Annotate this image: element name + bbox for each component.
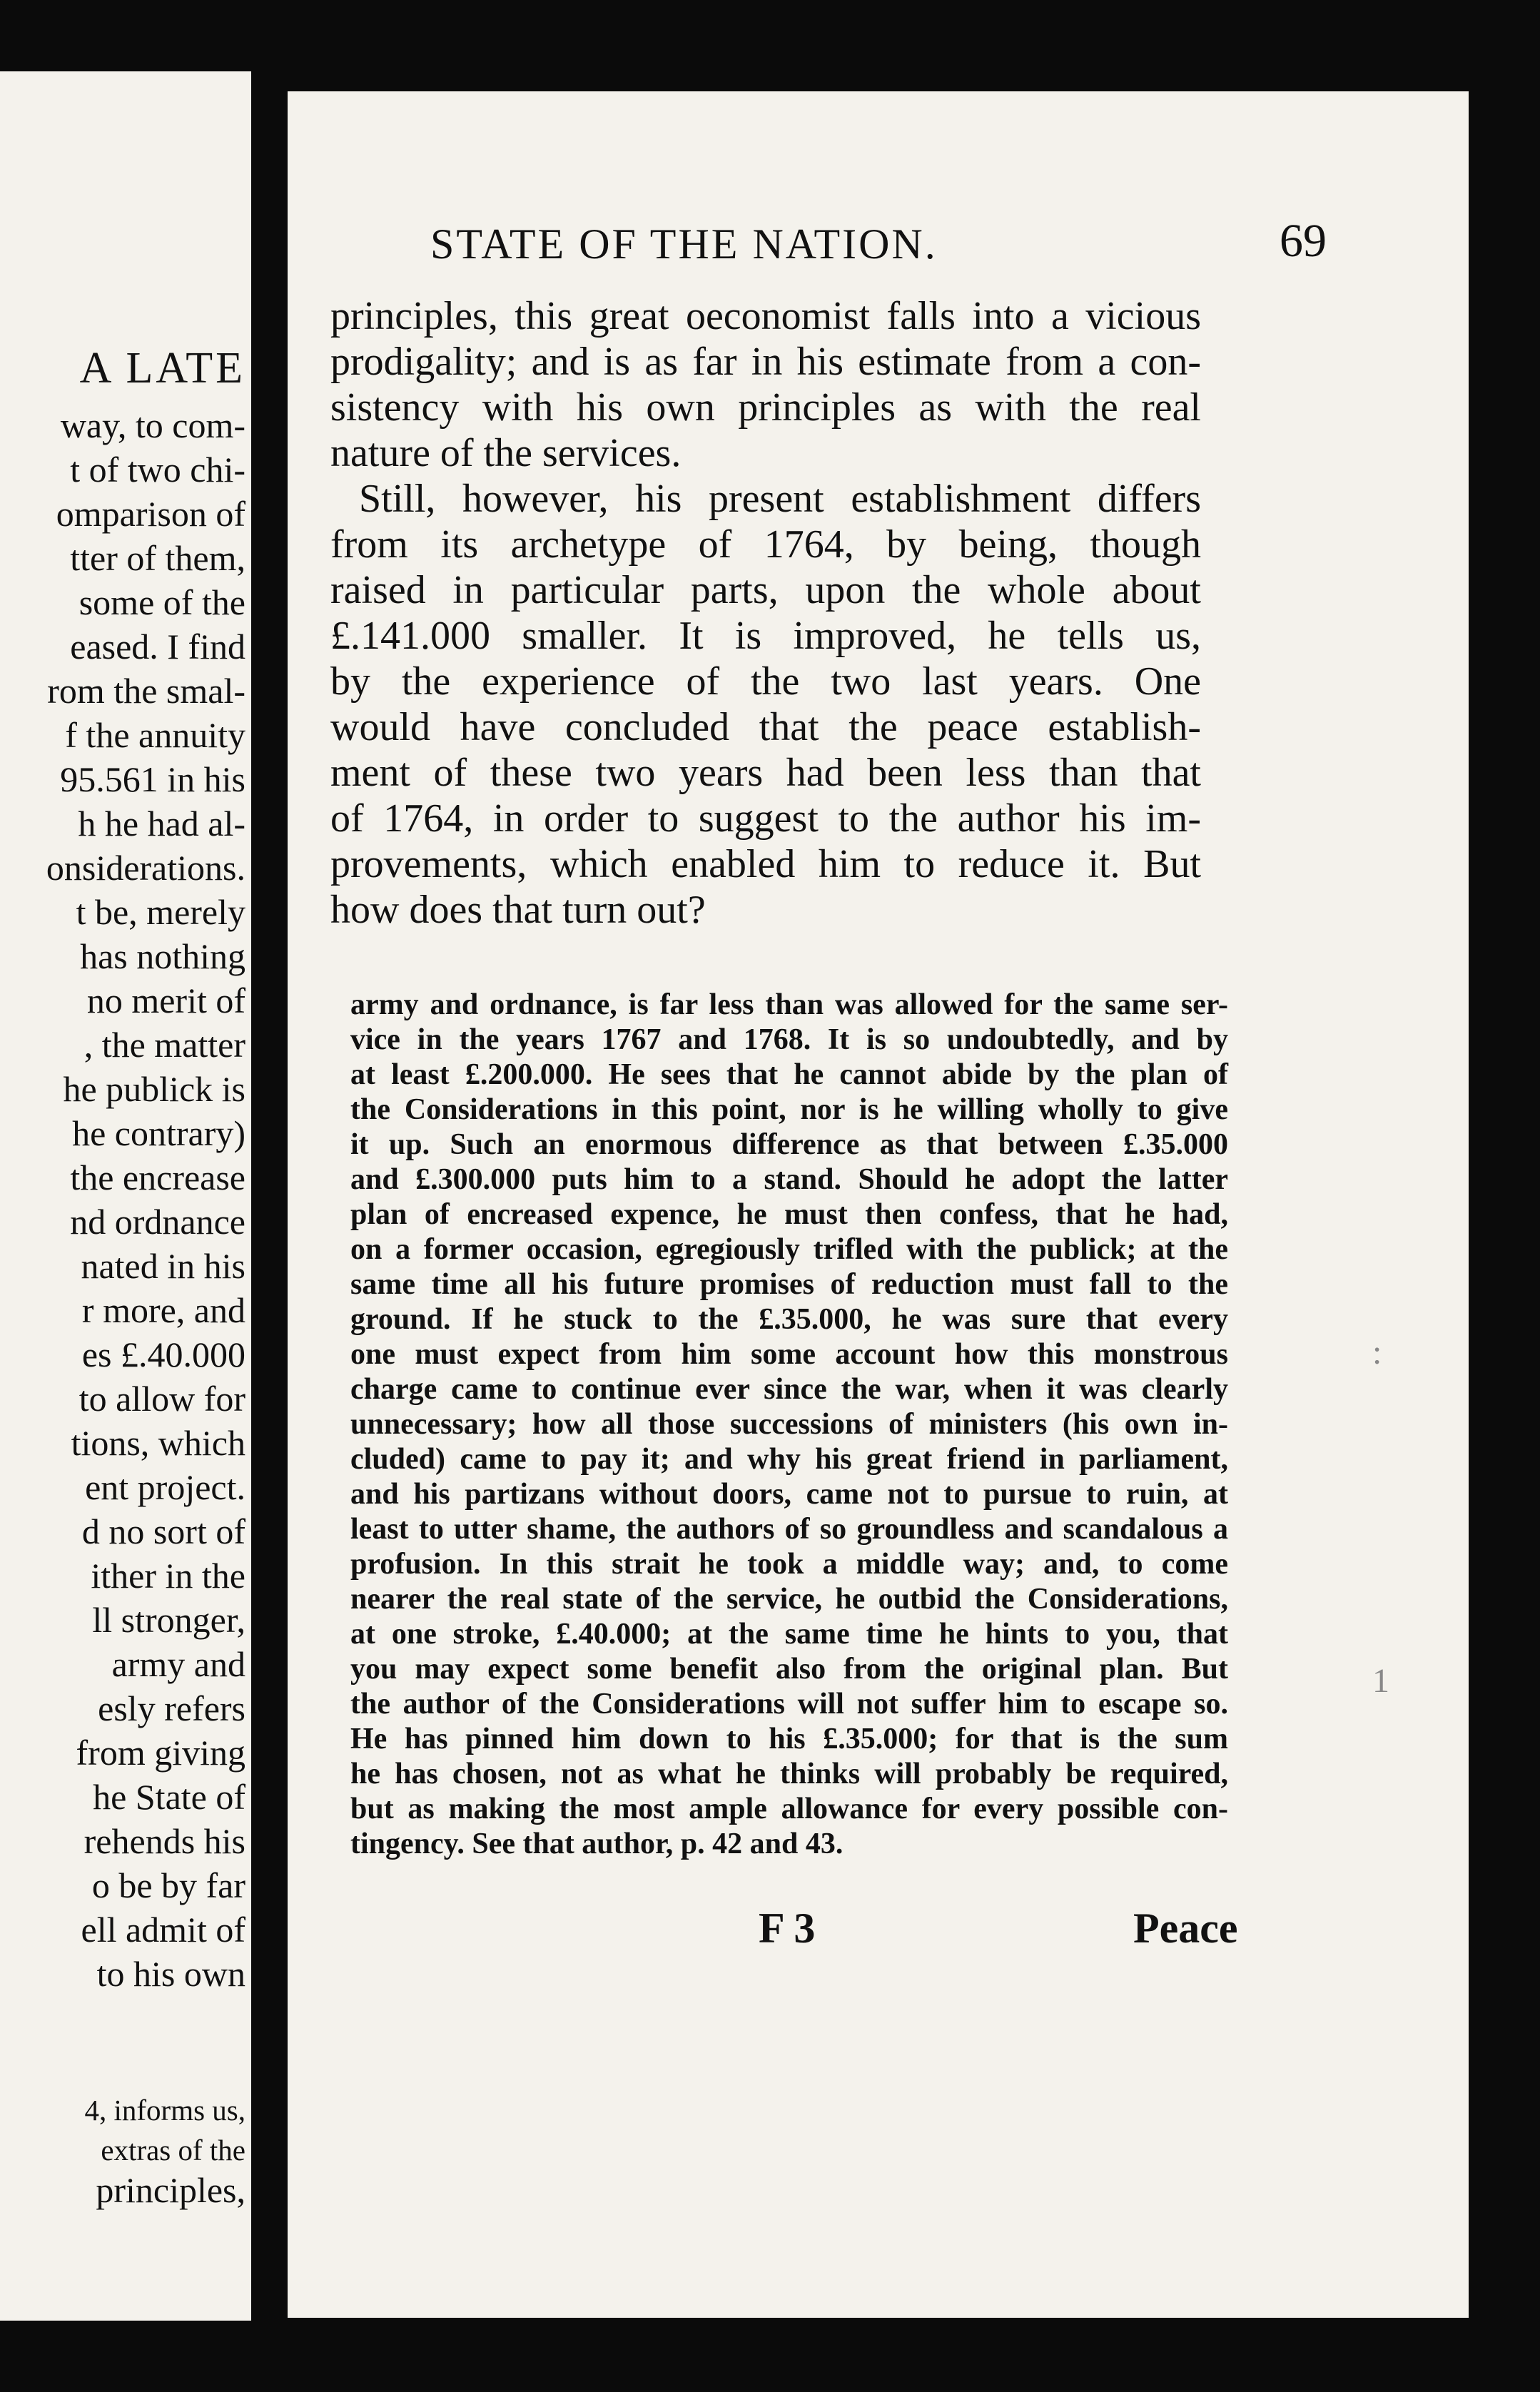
left-page-line: ent project. [85, 1467, 245, 1507]
footnote-line: unnecessary; how all those successions of ministers (his own in- [350, 1408, 1228, 1441]
footnote-line: and £.300.000 puts him to a stand. Should he adopt the latter [350, 1163, 1228, 1196]
show-through-mark: 1 [1372, 1662, 1389, 1700]
footnote-line: and his partizans without doors, came not to pursue to ruin, at [350, 1478, 1228, 1511]
left-page-line: o be by far [91, 1865, 245, 1905]
left-page-line: onsiderations. [46, 848, 245, 888]
body-line: by the experience of the two last years. One [330, 659, 1201, 704]
footnote-line: army and ordnance, is far less than was allowed for the same ser- [350, 988, 1228, 1021]
footnote-line: He has pinned him down to his £.35.000; for that is the sum [350, 1723, 1228, 1755]
left-page-line: some of the [78, 582, 245, 622]
running-head: STATE OF THE NATION. [430, 221, 938, 268]
body-line: prodigality; and is as far in his estimate from a con- [330, 340, 1201, 384]
show-through-mark: : [1372, 1334, 1382, 1372]
footnote-line: one must expect from him some account how this monstrous [350, 1338, 1228, 1371]
left-page-line: t of two chi- [70, 450, 245, 490]
right-page [288, 91, 1469, 2318]
footnote-line: at one stroke, £.40.000; at the same time he hints to you, that [350, 1618, 1228, 1651]
body-line: of 1764, in order to suggest to the author his im- [330, 796, 1201, 841]
left-page-line: ll stronger, [92, 1600, 245, 1640]
footnote-line: he has chosen, not as what he thinks will probably be required, [350, 1758, 1228, 1790]
footnote-line: nearer the real state of the service, he outbid the Considerations, [350, 1583, 1228, 1616]
left-page-line: , the matter [83, 1025, 245, 1065]
footnote-line: profusion. In this strait he took a middle way; and, to come [350, 1548, 1228, 1581]
left-page-line: to his own [96, 1954, 245, 1994]
body-line: principles, this great oeconomist falls into a vicious [330, 294, 1201, 338]
left-page-note-line: extras of the [101, 2134, 245, 2167]
left-page-line: d no sort of [81, 1511, 245, 1551]
body-line: nature of the services. [330, 431, 682, 475]
left-page [0, 71, 251, 2321]
footnote-line: the Considerations in this point, nor is he willing wholly to give [350, 1093, 1228, 1126]
left-page-line: he contrary) [72, 1113, 245, 1153]
left-page-line: nd ordnance [70, 1202, 245, 1242]
footnote-line: it up. Such an enormous difference as that between £.35.000 [350, 1128, 1228, 1161]
footnote-line: you may expect some benefit also from the original plan. But [350, 1653, 1228, 1686]
left-page-line: r more, and [81, 1290, 245, 1330]
left-page-line: omparison of [56, 494, 245, 534]
left-page-line: rom the smal- [47, 671, 245, 711]
body-line: raised in particular parts, upon the whole about [330, 568, 1201, 612]
footnote-line: but as making the most ample allowance for every possible con- [350, 1793, 1228, 1825]
footnote-line: at least £.200.000. He sees that he cannot abide by the plan of [350, 1058, 1228, 1091]
footnote-line: on a former occasion, egregiously trifled with the publick; at the [350, 1233, 1228, 1266]
left-page-line: nated in his [81, 1246, 245, 1286]
left-page-line: A LATE [79, 344, 245, 392]
body-line: provements, which enabled him to reduce it. But [330, 842, 1201, 886]
footnote-line: same time all his future promises of reduction must fall to the [350, 1268, 1228, 1301]
footnote-line: ground. If he stuck to the £.35.000, he was sure that every [350, 1303, 1228, 1336]
body-line: Still, however, his present establishment differs [359, 477, 1201, 521]
left-page-note-line: principles, [96, 2170, 245, 2210]
left-page-line: esly refers [98, 1688, 245, 1728]
left-page-line: ither in the [91, 1556, 245, 1596]
footnote-line: cluded) came to pay it; and why his great friend in parliament, [350, 1443, 1228, 1476]
left-page-line: the encrease [70, 1157, 245, 1197]
body-line: from its archetype of 1764, by being, though [330, 522, 1201, 567]
left-page-line: way, to com- [60, 405, 245, 445]
left-page-line: has nothing [80, 936, 245, 976]
left-page-line: h he had al- [78, 804, 245, 843]
footnote-line: the author of the Considerations will not suffer him to escape so. [350, 1688, 1228, 1720]
left-page-line: army and [111, 1644, 245, 1684]
body-line: £.141.000 smaller. It is improved, he tells us, [330, 614, 1201, 658]
footnote-line: charge came to continue ever since the war, when it was clearly [350, 1373, 1228, 1406]
body-line: would have concluded that the peace establish- [330, 705, 1201, 749]
left-page-line: to allow for [78, 1379, 245, 1419]
left-page-line: tions, which [71, 1423, 245, 1463]
signature-mark: F 3 [759, 1905, 816, 1952]
left-page-line: from giving [76, 1733, 245, 1773]
left-page-line: eased. I find [70, 627, 245, 667]
left-page-line: 95.561 in his [60, 759, 245, 799]
left-page-line: t be, merely [76, 892, 245, 932]
body-line: how does that turn out? [330, 888, 706, 932]
footnote-line: least to utter shame, the authors of so groundless and scandalous a [350, 1513, 1228, 1546]
body-line: sistency with his own principles as with the real [330, 385, 1201, 430]
footnote-line: tingency. See that author, p. 42 and 43. [350, 1828, 844, 1860]
left-page-line: f the annuity [65, 715, 245, 755]
left-page-line: es £.40.000 [81, 1334, 245, 1374]
left-page-line: no merit of [86, 980, 245, 1020]
footnote-line: vice in the years 1767 and 1768. It is so undoubtedly, and by [350, 1023, 1228, 1056]
left-page-line: he State of [93, 1777, 245, 1817]
left-page-note-line: 4, informs us, [84, 2094, 245, 2127]
left-page-line: ell admit of [81, 1910, 245, 1950]
left-page-line: he publick is [63, 1069, 245, 1109]
page-number: 69 [1280, 215, 1327, 267]
body-line: ment of these two years had been less than that [330, 751, 1201, 795]
footnote-line: plan of encreased expence, he must then confess, that he had, [350, 1198, 1228, 1231]
left-page-line: tter of them, [70, 538, 245, 578]
catchword: Peace [1133, 1905, 1238, 1952]
left-page-line: rehends his [83, 1821, 245, 1861]
